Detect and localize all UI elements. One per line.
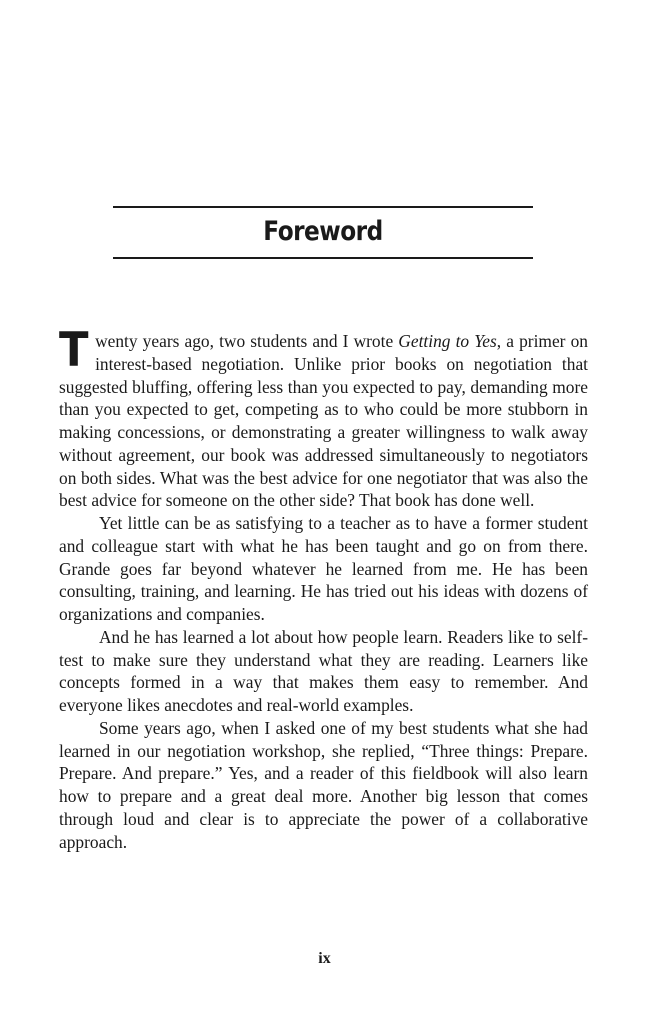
- paragraph-2: Yet little can be as satisfying to a teacher as to have a former student and colleague start with what he has been taught and go on from there. Grande goes far beyond whatever he learned from me. He has been consulting, training, and learning. He has tried out his ideas with dozens of organizations and companies.: [59, 513, 588, 624]
- drop-cap: T: [59, 323, 89, 378]
- paragraph-3: And he has learned a lot about how people learn. Readers like to self-test to make sure they understand what they are reading. Learners like concepts formed in a way that makes them easy to remember. And everyone likes anecdotes and real-world examples.: [59, 626, 588, 715]
- paragraph-1: [59, 323, 588, 512]
- chapter-title: Foreword: [263, 216, 383, 247]
- book-title-italic: Getting to Yes: [398, 331, 497, 351]
- heading-rule-top: [113, 206, 533, 208]
- paragraph-1-text-start: wenty years ago, two students and I wrote: [95, 331, 399, 351]
- paragraph-4: Some years ago, when I asked one of my best students what she had learned in our negotiation workshop, she replied, “Three things: Prepare. Prepare. And prepare.” Yes, and a reader of this fieldbook will also learn how to prepare and a great deal more. Another big lesson that comes through loud and clear is to appreciate the power of a collaborative approach.: [59, 717, 588, 852]
- body-text: [59, 323, 588, 853]
- page-number: ix: [318, 950, 331, 967]
- paragraph-1-text-end: , a primer on interest-based negotiation. Unlike prior books on negotiation that suggested bluffing, offering less than you expected to pay, demanding more than you expected to get, competing as to who could be more stubborn in making concessions, or demonstrating a greater willingness to walk away without agreement, our book was addressed simultaneously to negotiators on both sides. What was the best advice for one negotiator that was also the best advice for someone on the other side? That book has done well.: [59, 331, 588, 511]
- heading-rule-bottom: [113, 257, 533, 259]
